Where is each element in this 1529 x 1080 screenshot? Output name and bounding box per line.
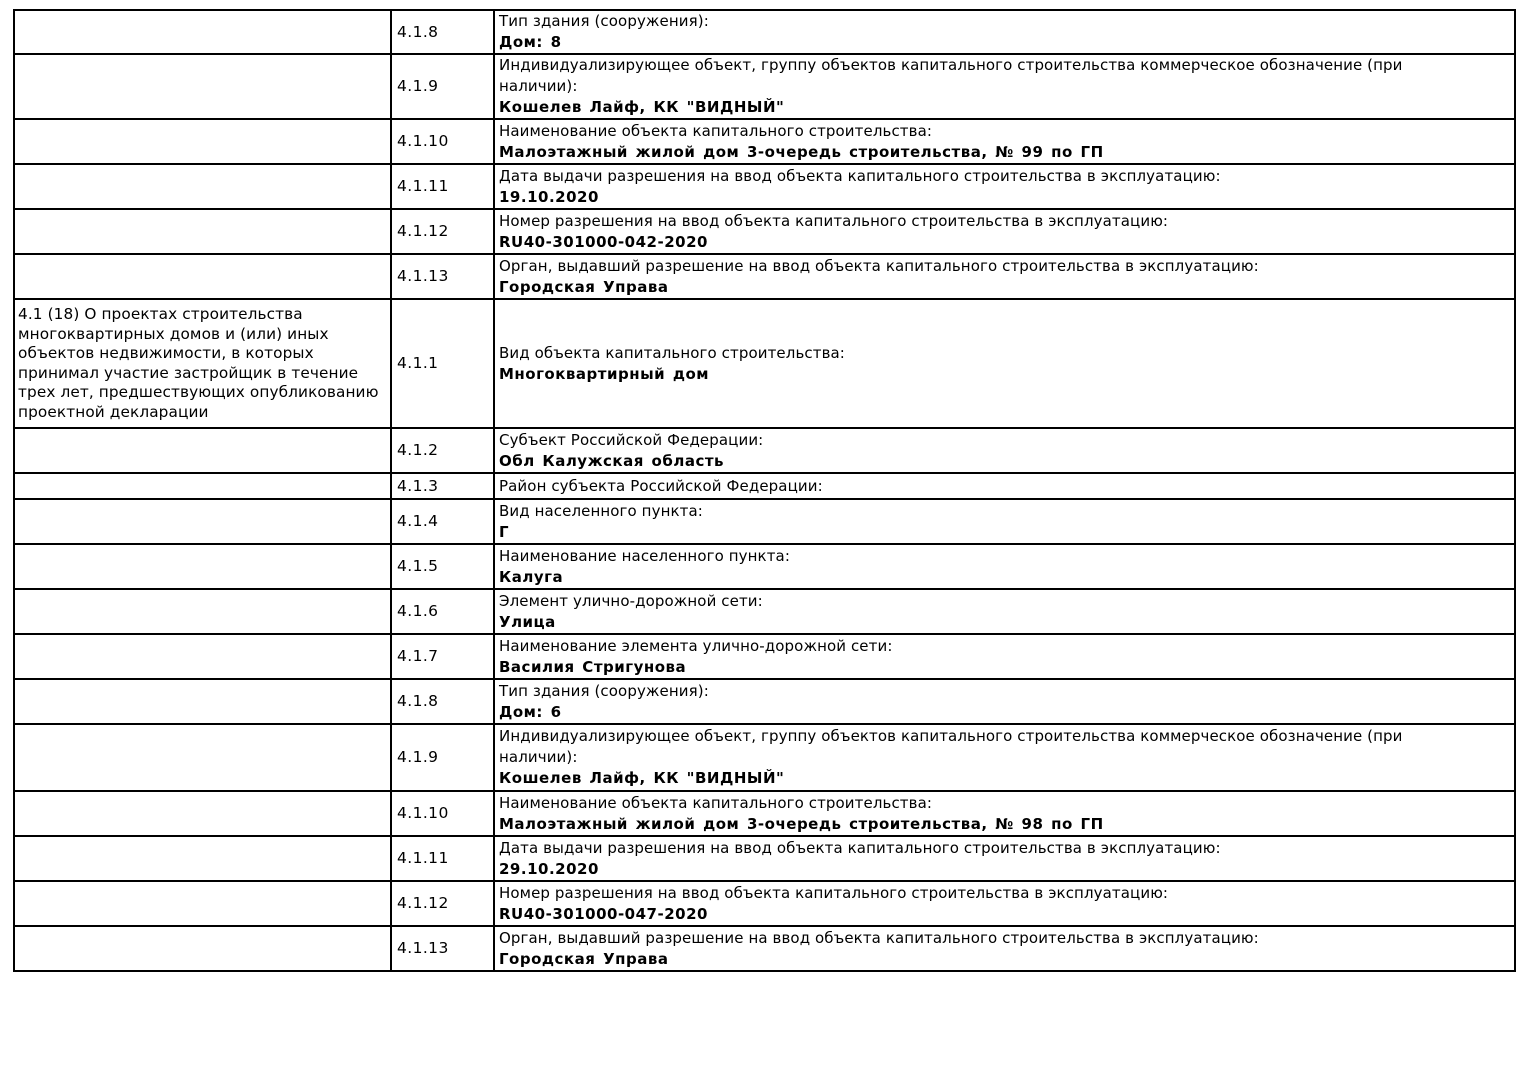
code-cell: 4.1.13 bbox=[391, 926, 494, 971]
table-row bbox=[14, 299, 1515, 428]
section-description: 4.1 (18) О проектах строительства многоквартирных домов и (или) иных объектов недвижимости, в которых принимал участие застройщик в течение трех лет, предшествующих опубликованию проектной декларации bbox=[18, 305, 379, 421]
detail-cell bbox=[494, 164, 1515, 209]
table-row bbox=[14, 926, 1515, 971]
detail-cell bbox=[494, 679, 1515, 724]
field-label: Индивидуализирующее объект, группу объектов капитального строительства коммерческое обозначение (при наличии): bbox=[499, 727, 1403, 766]
section-cell bbox=[14, 54, 391, 119]
code-cell: 4.1.13 bbox=[391, 254, 494, 299]
table-row bbox=[14, 589, 1515, 634]
table-row bbox=[14, 724, 1515, 791]
table-row bbox=[14, 209, 1515, 254]
field-label: Наименование объекта капитального строительства: bbox=[499, 121, 933, 140]
code-cell: 4.1.12 bbox=[391, 881, 494, 926]
code-cell: 4.1.9 bbox=[391, 54, 494, 119]
section-cell bbox=[14, 299, 391, 428]
code-cell: 4.1.9 bbox=[391, 724, 494, 791]
field-value: Малоэтажный жилой дом 3-очередь строительства, № 99 по ГП bbox=[499, 142, 1104, 161]
code-cell: 4.1.8 bbox=[391, 10, 494, 54]
detail-cell bbox=[494, 724, 1515, 791]
field-value: Многоквартирный дом bbox=[499, 364, 710, 383]
detail-cell bbox=[494, 836, 1515, 881]
table-row bbox=[14, 634, 1515, 679]
field-value: Малоэтажный жилой дом 3-очередь строительства, № 98 по ГП bbox=[499, 814, 1104, 833]
section-cell bbox=[14, 791, 391, 836]
table-row bbox=[14, 836, 1515, 881]
field-value: 29.10.2020 bbox=[499, 859, 599, 878]
table-row bbox=[14, 54, 1515, 119]
field-label: Вид населенного пункта: bbox=[499, 501, 703, 520]
declaration-table bbox=[13, 9, 1516, 972]
code-cell: 4.1.7 bbox=[391, 634, 494, 679]
field-label: Наименование объекта капитального строительства: bbox=[499, 793, 933, 812]
code-cell: 4.1.4 bbox=[391, 499, 494, 544]
field-label: Номер разрешения на ввод объекта капитального строительства в эксплуатацию: bbox=[499, 883, 1169, 902]
table-row bbox=[14, 499, 1515, 544]
section-cell bbox=[14, 164, 391, 209]
table-row bbox=[14, 544, 1515, 589]
field-value: Кошелев Лайф, КК "ВИДНЫЙ" bbox=[499, 769, 785, 787]
section-cell bbox=[14, 836, 391, 881]
field-label: Субъект Российской Федерации: bbox=[499, 430, 764, 449]
section-cell bbox=[14, 254, 391, 299]
detail-cell bbox=[494, 589, 1515, 634]
code-cell: 4.1.8 bbox=[391, 679, 494, 724]
field-label: Номер разрешения на ввод объекта капитального строительства в эксплуатацию: bbox=[499, 211, 1169, 230]
code-cell: 4.1.1 bbox=[391, 299, 494, 428]
detail-cell bbox=[494, 299, 1515, 428]
detail-cell bbox=[494, 428, 1515, 473]
field-label: Дата выдачи разрешения на ввод объекта капитального строительства в эксплуатацию: bbox=[499, 166, 1221, 185]
section-cell bbox=[14, 679, 391, 724]
field-label: Наименование элемента улично-дорожной сети: bbox=[499, 636, 893, 655]
section-cell bbox=[14, 473, 391, 499]
section-cell bbox=[14, 428, 391, 473]
table-row bbox=[14, 119, 1515, 164]
field-value: RU40-301000-047-2020 bbox=[499, 904, 708, 923]
field-value: Г bbox=[499, 522, 510, 541]
field-value: Дом: 8 bbox=[499, 33, 562, 51]
field-label: Тип здания (сооружения): bbox=[499, 12, 709, 30]
detail-cell bbox=[494, 499, 1515, 544]
code-cell: 4.1.6 bbox=[391, 589, 494, 634]
section-cell bbox=[14, 544, 391, 589]
detail-cell bbox=[494, 544, 1515, 589]
field-value: Калуга bbox=[499, 567, 564, 586]
field-label: Дата выдачи разрешения на ввод объекта капитального строительства в эксплуатацию: bbox=[499, 838, 1221, 857]
code-cell: 4.1.10 bbox=[391, 119, 494, 164]
table-row bbox=[14, 10, 1515, 54]
detail-cell bbox=[494, 926, 1515, 971]
section-cell bbox=[14, 499, 391, 544]
section-cell bbox=[14, 724, 391, 791]
section-cell bbox=[14, 10, 391, 54]
detail-cell bbox=[494, 10, 1515, 54]
field-label: Вид объекта капитального строительства: bbox=[499, 343, 845, 362]
field-value: Обл Калужская область bbox=[499, 451, 725, 470]
section-cell bbox=[14, 926, 391, 971]
field-value: Городская Управа bbox=[499, 949, 669, 968]
field-label: Тип здания (сооружения): bbox=[499, 681, 709, 700]
table-row bbox=[14, 428, 1515, 473]
detail-cell bbox=[494, 209, 1515, 254]
detail-cell bbox=[494, 473, 1515, 499]
field-value: Городская Управа bbox=[499, 277, 669, 296]
table-row bbox=[14, 473, 1515, 499]
field-value: Василия Стригунова bbox=[499, 657, 687, 676]
field-label: Орган, выдавший разрешение на ввод объекта капитального строительства в эксплуатацию: bbox=[499, 928, 1259, 947]
code-cell: 4.1.10 bbox=[391, 791, 494, 836]
section-cell bbox=[14, 589, 391, 634]
field-label: Наименование населенного пункта: bbox=[499, 546, 790, 565]
section-cell bbox=[14, 119, 391, 164]
detail-cell bbox=[494, 119, 1515, 164]
field-label: Район субъекта Российской Федерации: bbox=[499, 476, 823, 495]
code-cell: 4.1.2 bbox=[391, 428, 494, 473]
section-cell bbox=[14, 634, 391, 679]
field-label: Орган, выдавший разрешение на ввод объекта капитального строительства в эксплуатацию: bbox=[499, 256, 1259, 275]
table-row bbox=[14, 164, 1515, 209]
field-value: RU40-301000-042-2020 bbox=[499, 232, 708, 251]
table-row bbox=[14, 881, 1515, 926]
field-value: Улица bbox=[499, 612, 556, 631]
field-value: Кошелев Лайф, КК "ВИДНЫЙ" bbox=[499, 98, 785, 116]
detail-cell bbox=[494, 634, 1515, 679]
table-row bbox=[14, 791, 1515, 836]
section-cell bbox=[14, 209, 391, 254]
detail-cell bbox=[494, 254, 1515, 299]
field-value: 19.10.2020 bbox=[499, 187, 599, 206]
code-cell: 4.1.11 bbox=[391, 164, 494, 209]
field-label: Индивидуализирующее объект, группу объектов капитального строительства коммерческое обозначение (при наличии): bbox=[499, 56, 1403, 95]
detail-cell bbox=[494, 54, 1515, 119]
section-cell bbox=[14, 881, 391, 926]
detail-cell bbox=[494, 881, 1515, 926]
code-cell: 4.1.11 bbox=[391, 836, 494, 881]
field-label: Элемент улично-дорожной сети: bbox=[499, 591, 763, 610]
code-cell: 4.1.12 bbox=[391, 209, 494, 254]
detail-cell bbox=[494, 791, 1515, 836]
code-cell: 4.1.3 bbox=[391, 473, 494, 499]
code-cell: 4.1.5 bbox=[391, 544, 494, 589]
table-row bbox=[14, 254, 1515, 299]
table-row bbox=[14, 679, 1515, 724]
field-value: Дом: 6 bbox=[499, 702, 562, 721]
